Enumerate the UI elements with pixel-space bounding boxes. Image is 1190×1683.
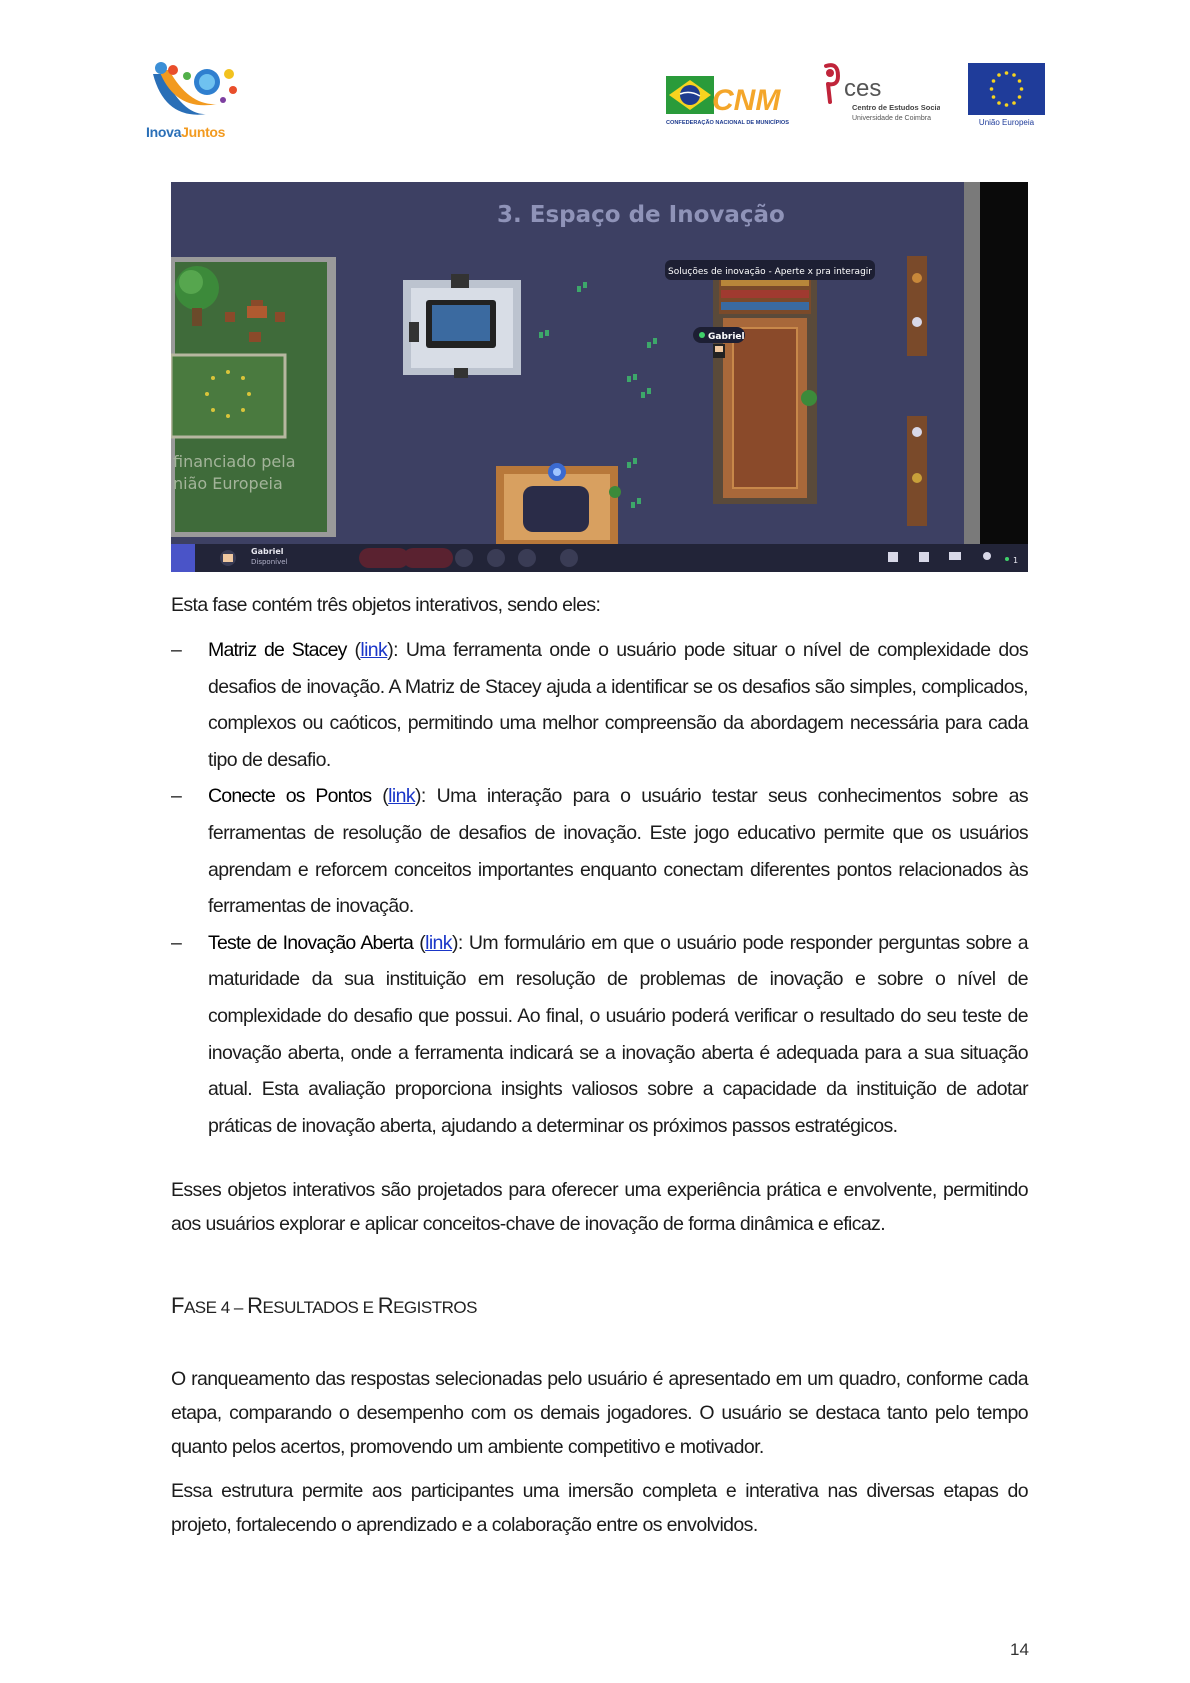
- ces-logo: [820, 62, 940, 128]
- interaction-tooltip: Soluções de inovação - Aperte x pra interagir: [668, 267, 872, 277]
- list-dash: –: [171, 639, 182, 661]
- teste-link[interactable]: link: [425, 931, 452, 954]
- virtual-space-screenshot: [171, 182, 1028, 572]
- cnm-logo: [666, 72, 792, 128]
- participants-count: 1: [1013, 556, 1019, 565]
- inova-juntos-wordmark: InovaJuntos: [146, 124, 226, 140]
- eu-label: União Europeia: [978, 118, 1035, 127]
- stacey-link[interactable]: link: [360, 639, 388, 661]
- list-item-stacey: – Matriz de Stacey (link): Uma ferramenta onde o usuário pode situar o nível de complexidade dos desafios de inovação. A Matriz de Stacey ajuda a identificar se os desafios são simples, complicados, complexos ou caóticos, permitindo uma melhor compreensão da abordagem necessária para cada tipo de desafio.: [171, 632, 1028, 778]
- list-dash: –: [171, 785, 182, 808]
- ces-line2: Universidade de Coimbra: [852, 115, 931, 122]
- interactive-objects-list: [171, 632, 1028, 1144]
- section-heading: FASE 4 – RESULTADOS E REGISTROS: [171, 1293, 477, 1318]
- avatar-label: Gabriel: [708, 332, 745, 342]
- structure-paragraph: Essa estrutura permite aos participantes uma imersão completa e interativa nas diversas etapas do projeto, fortalecendo o aprendizado e a colaboração entre os envolvidos.: [171, 1480, 1028, 1536]
- toolbar-user: Gabriel: [251, 547, 284, 556]
- item-term: Conecte os Pontos: [208, 785, 372, 808]
- page-number: 14: [1010, 1640, 1029, 1659]
- space-title: 3. Espaço de Inovação: [497, 202, 785, 228]
- cnm-subtitle: CONFEDERAÇÃO NACIONAL DE MUNICÍPIOS: [666, 120, 789, 126]
- ranking-paragraph: O ranqueamento das respostas selecionadas pelo usuário é apresentado em um quadro, conforme cada etapa, comparando o desempenho com os demais jogadores. O usuário se destaca tanto pelo tempo quanto pelos acertos, promovendo um ambiente competitivo e motivador.: [171, 1368, 1028, 1458]
- eu-logo: [968, 63, 1045, 127]
- banner-line1: financiado pela: [173, 452, 296, 471]
- cnm-wordmark: CNM: [712, 84, 781, 117]
- list-dash: –: [171, 931, 182, 954]
- conecte-link[interactable]: link: [388, 785, 415, 808]
- item-term: Matriz de Stacey: [208, 639, 347, 661]
- toolbar-status: Disponível: [251, 558, 288, 566]
- intro-paragraph: Esta fase contém três objetos interativos, sendo eles:: [171, 594, 601, 616]
- item-text: Uma ferramenta onde o usuário pode situar o nível de complexidade dos desafios de inovação. A Matriz de Stacey ajuda a identificar se os desafios são simples, complicados, complexos ou caóticos, permitindo uma melhor compreensão da abordagem necessária para cada tipo de desafio.: [208, 639, 1028, 771]
- list-item-conecte: – Conecte os Pontos (link): Uma interação para o usuário testar seus conhecimentos sobre as ferramentas de resolução de desafios de inovação. Este jogo educativo permite que os usuários aprendam e reforcem conceitos importantes enquanto conectam diferentes pontos relacionados às ferramentas de inovação.: [171, 778, 1028, 924]
- item-text: Uma interação para o usuário testar seus conhecimentos sobre as ferramentas de resolução de desafios de inovação. Este jogo educativo permite que os usuários aprendam e reforcem conceitos importantes enquanto conectam diferentes pontos relacionados às ferramentas de inovação.: [208, 785, 1028, 918]
- summary-paragraph: Esses objetos interativos são projetados para oferecer uma experiência prática e envolvente, permitindo aos usuários explorar e aplicar conceitos-chave de inovação de forma dinâmica e eficaz.: [171, 1179, 1028, 1235]
- ces-line1: Centro de Estudos Sociais: [852, 103, 940, 112]
- ces-wordmark: ces: [844, 75, 882, 102]
- item-text: Um formulário em que o usuário pode responder perguntas sobre a maturidade da sua instituição em resolução de problemas de inovação e sobre o nível de complexidade do desafio que possui. Ao final, o usuário poderá verificar o resultado do seu teste de inovação aberta, onde a ferramenta indicará se a inovação aberta é adequada para a sua situação atual. Esta avaliação proporciona insights valiosos sobre a capacidade da instituição de adotar práticas de inovação aberta, ajudando a determinar os próximos passos estratégicos.: [208, 931, 1028, 1137]
- list-item-teste: – Teste de Inovação Aberta (link): Um formulário em que o usuário pode responder perguntas sobre a maturidade da sua instituição em resolução de problemas de inovação e sobre o nível de complexidade do desafio que possui. Ao final, o usuário poderá verificar o resultado do seu teste de inovação aberta, onde a ferramenta indicará se a inovação aberta é adequada para a sua situação atual. Esta avaliação proporciona insights valiosos sobre a capacidade da instituição de adotar práticas de inovação aberta, ajudando a determinar os próximos passos estratégicos.: [171, 925, 1028, 1145]
- banner-line2: nião Europeia: [173, 474, 283, 493]
- item-term: Teste de Inovação Aberta: [208, 931, 413, 954]
